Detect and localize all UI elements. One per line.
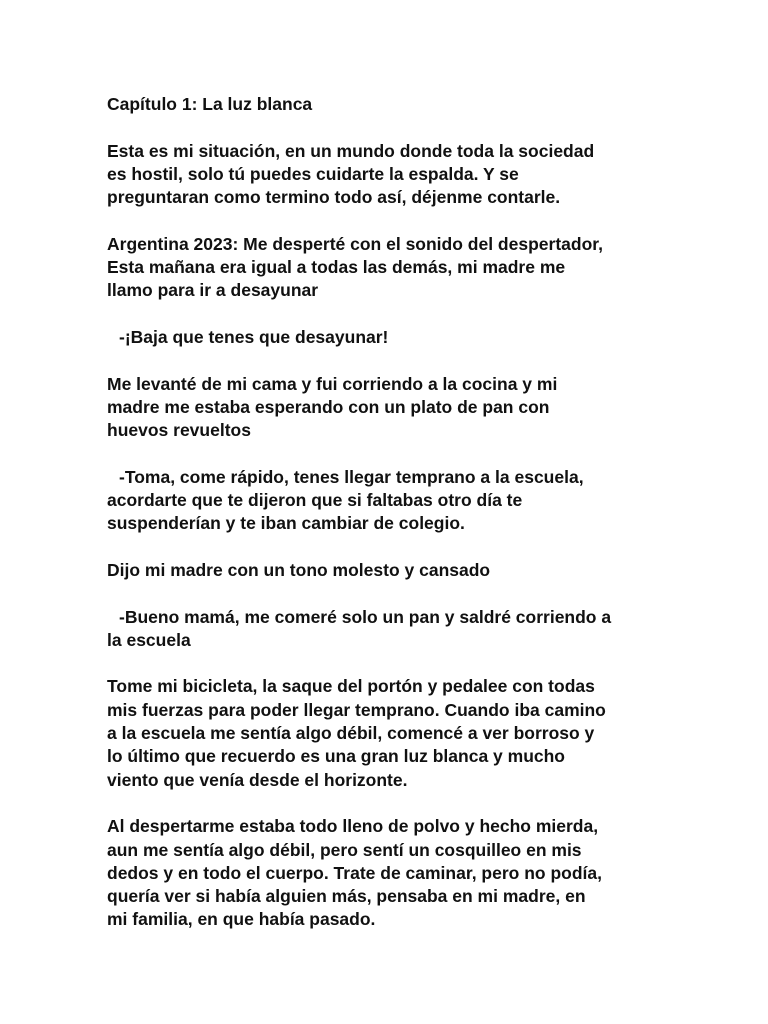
- text-line: lo último que recuerdo es una gran luz blanca y mucho: [107, 746, 565, 767]
- dialogue-bueno: [107, 606, 687, 653]
- dialogue-toma: [107, 466, 687, 536]
- text-line: Dijo mi madre con un tono molesto y cansado: [107, 559, 491, 580]
- text-line: dedos y en todo el cuerpo. Trate de caminar, pero no podía,: [107, 862, 602, 883]
- text-line: a la escuela me sentía algo débil, comencé a ver borroso y: [107, 723, 595, 744]
- text-line: es hostil, solo tú puedes cuidarte la espalda. Y se: [107, 163, 519, 184]
- text-line: mi familia, en que había pasado.: [107, 909, 376, 930]
- text-line: Esta es mi situación, en un mundo donde toda la sociedad: [107, 140, 595, 161]
- text-line: mis fuerzas para poder llegar temprano. Cuando iba camino: [107, 699, 606, 720]
- chapter-title: [107, 93, 687, 116]
- paragraph-argentina: [107, 233, 687, 303]
- paragraph-bicicleta: [107, 675, 687, 791]
- text-line: quería ver si había alguien más, pensaba en mi madre, en: [107, 886, 586, 907]
- text-line: madre me estaba esperando con un plato de pan con: [107, 396, 550, 417]
- text-line: aun me sentía algo débil, pero sentí un cosquilleo en mis: [107, 839, 582, 860]
- text-line: -Bueno mamá, me comeré solo un pan y saldré corriendo a: [119, 606, 612, 627]
- paragraph-despertarme: [107, 815, 687, 931]
- text-line: Tome mi bicicleta, la saque del portón y pedalee con todas: [107, 676, 595, 697]
- text-line: Me levanté de mi cama y fui corriendo a la cocina y mi: [107, 373, 558, 394]
- paragraph-dijo: [107, 559, 687, 582]
- text-line: -¡Baja que tenes que desayunar!: [119, 326, 389, 347]
- dialogue-baja: [107, 326, 687, 349]
- text-line: Argentina 2023: Me desperté con el sonido del despertador,: [107, 233, 603, 254]
- paragraph-levante: [107, 373, 687, 443]
- text-line: acordarte que te dijeron que si faltabas otro día te: [107, 490, 523, 511]
- text-line: la escuela: [107, 629, 191, 650]
- text-line: huevos revueltos: [107, 420, 251, 441]
- text-line: suspenderían y te iban cambiar de colegio.: [107, 513, 465, 534]
- text-line: preguntaran como termino todo así, déjenme contarle.: [107, 187, 561, 208]
- text-line: viento que venía desde el horizonte.: [107, 769, 408, 790]
- document-body: [107, 93, 687, 955]
- text-line: -Toma, come rápido, tenes llegar temprano a la escuela,: [119, 466, 584, 487]
- text-line: Al despertarme estaba todo lleno de polvo y hecho mierda,: [107, 816, 599, 837]
- paragraph-intro: [107, 140, 687, 210]
- text-line: llamo para ir a desayunar: [107, 280, 319, 301]
- text-line: Esta mañana era igual a todas las demás, mi madre me: [107, 257, 566, 278]
- chapter-title-text: Capítulo 1: La luz blanca: [107, 94, 313, 114]
